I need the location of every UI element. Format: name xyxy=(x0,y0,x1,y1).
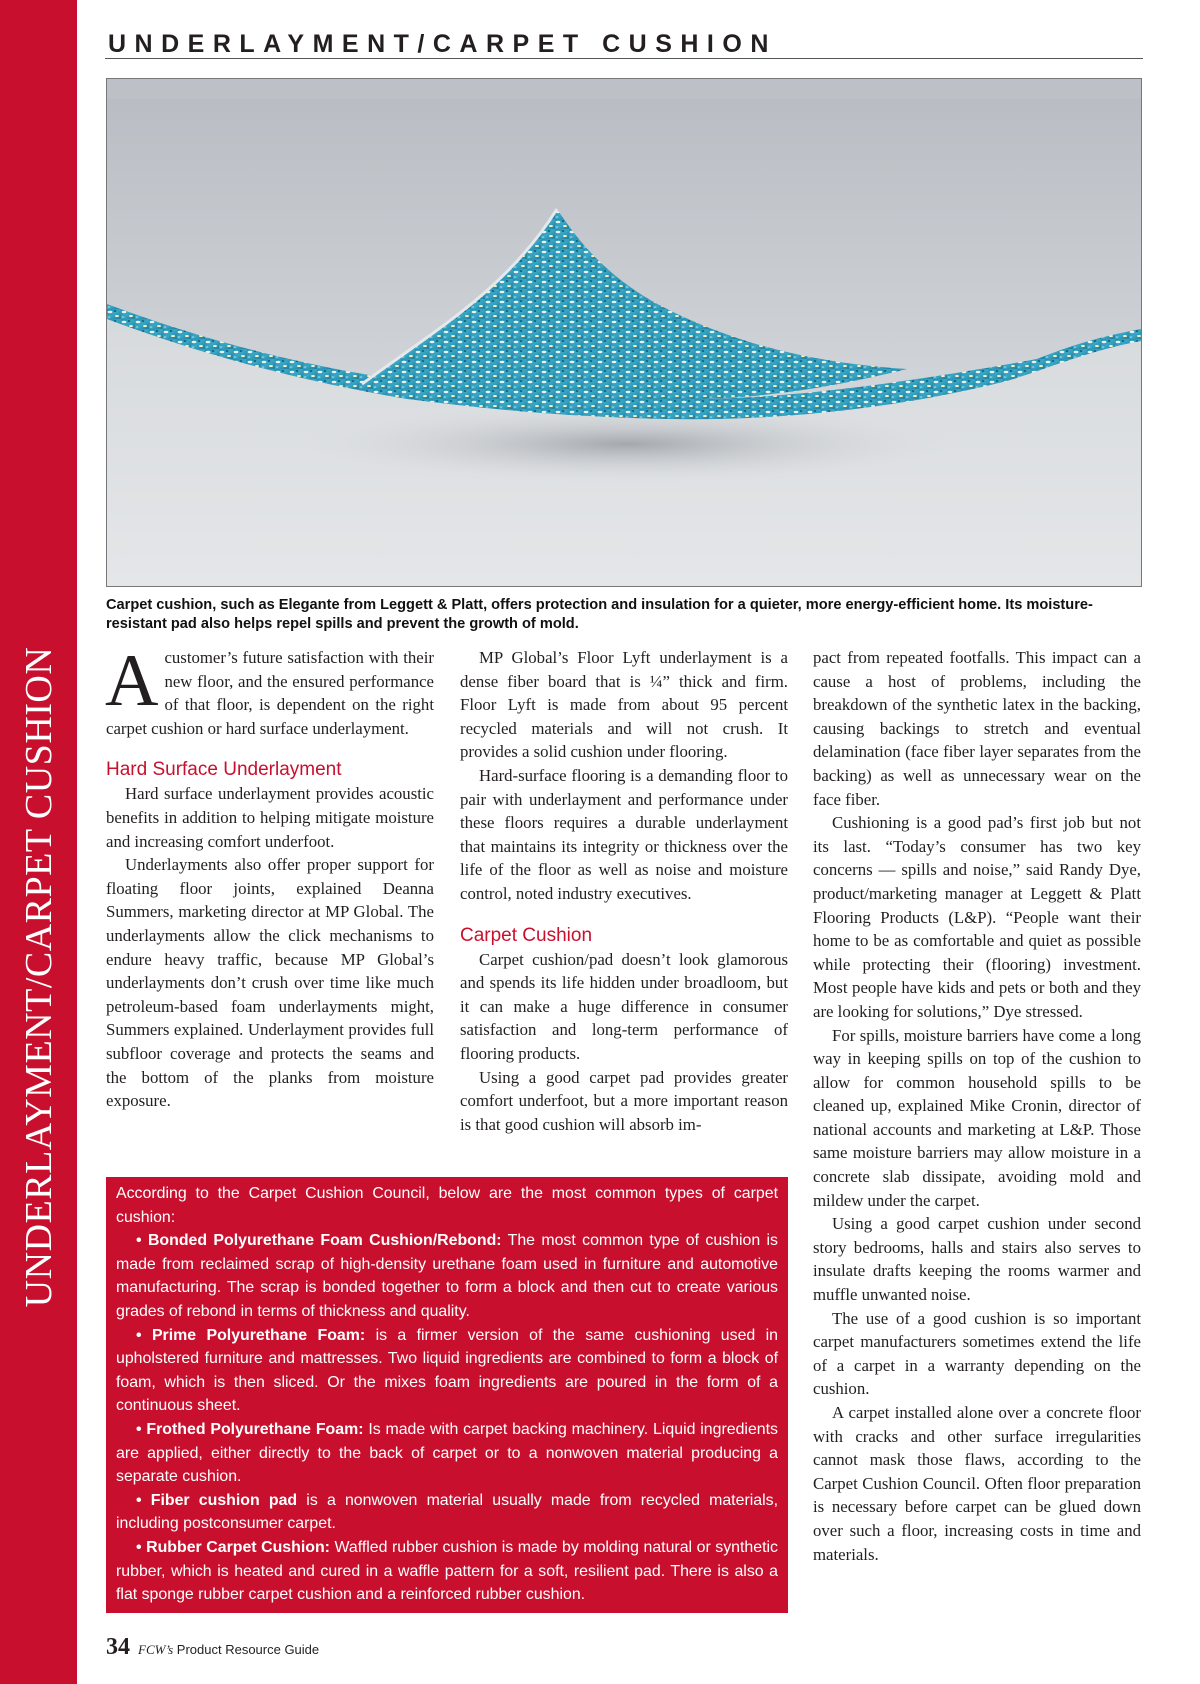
sidebar-intro: According to the Carpet Cushion Council, below are the most common types of carpet cushion: xyxy=(116,1185,778,1226)
article-paragraph: Underlayments also offer proper support for floating floor joints, explained Deanna Summers, marketing director at MP Global. The underlayments allow the click mechanisms to endure heavy traffic, because MP Global’s underlayments don’t crush over time like much petroleum-based foam underlayments might, Summers explained. Underlayment provides full subfloor coverage and protects the seams and the bottom of the planks from moisture exposure. xyxy=(106,855,434,1111)
section-title: UNDERLAYMENT/CARPET CUSHION xyxy=(108,30,777,58)
side-section-label: UNDERLAYMENT/CARPET CUSHION xyxy=(17,646,60,1308)
article-column-2 xyxy=(460,646,788,1136)
article-paragraph: Cushioning is a good pad’s first job but not its last. “Today’s consumer has two key concerns — spills and noise,” said Randy Dye, product/marketing manager at Leggett & Platt Flooring Products (L&P). “People want their home to be as comfortable and quiet as possible while protecting their (flooring) investment. Most people have kids and pets or both and they are looking for solutions,” Dye stressed. xyxy=(813,813,1141,1021)
page-footer xyxy=(106,1634,319,1661)
article-paragraph: The use of a good cushion is so important carpet manufacturers sometimes extend the life of a carpet in a warranty depending on the cushion. xyxy=(813,1308,1141,1399)
subhead-hard-surface: Hard Surface Underlayment xyxy=(106,759,342,781)
drop-cap: A xyxy=(105,640,159,722)
cushion-types-sidebar xyxy=(106,1177,788,1613)
article-paragraph: For spills, moisture barriers have come a long way in keeping spills on top of the cushion to allow for common household spills to be cleaned up, explained Mike Cronin, director of national accounts and marketing at L&P. Those same moisture barriers may allow moisture in a concrete slab dissipate, avoiding mold and mildew under the carpet. xyxy=(813,1025,1141,1210)
article-column-3 xyxy=(813,646,1141,1566)
sidebar-item: • Fiber cushion pad is a nonwoven material usually made from recycled materials, including postconsumer carpet. xyxy=(116,1491,778,1533)
article-paragraph: Hard surface underlayment provides acoustic benefits in addition to helping mitigate moisture and increasing comfort underfoot. xyxy=(106,784,434,851)
article-column-1 xyxy=(105,640,434,1113)
subhead-carpet-cushion: Carpet Cushion xyxy=(460,924,593,946)
article-paragraph: Using a good carpet cushion under second story bedrooms, halls and stairs also serves to insulate drafts keeping the rooms warmer and muffle unwanted noise. xyxy=(813,1214,1141,1305)
page-number: 34 xyxy=(106,1634,130,1660)
header-rule xyxy=(105,58,1143,59)
article-paragraph: A carpet installed alone over a concrete floor with cracks and other surface irregularities cannot mask those flaws, according to the Carpet Cushion Council. Often floor preparation is necessary before carpet can be glued down over such a floor, increasing costs in time and materials. xyxy=(813,1403,1141,1564)
sidebar-item: • Frothed Polyurethane Foam: Is made with carpet backing machinery. Liquid ingredients are applied, either directly to the back of carpet or to a nonwoven material producing a separate cushion. xyxy=(116,1420,778,1486)
publication-name: FCW’s Product Resource Guide xyxy=(138,1642,320,1657)
sidebar-item: • Prime Polyurethane Foam: is a firmer version of the same cushioning used in upholstered furniture and mattresses. Two liquid ingredients are combined to form a block of foam, which is then sliced. Or the mixes foam ingredients are poured in the form of a continuous sheet. xyxy=(116,1326,778,1415)
photo-caption: Carpet cushion, such as Elegante from Leggett & Platt, offers protection and insulation for a quieter, more energy-efficient home. Its moisture-resistant pad also helps repel spills and prevent the growth of mold. xyxy=(106,597,1093,632)
article-paragraph: Using a good carpet pad provides greater comfort underfoot, but a more important reason is that good cushion will absorb im- xyxy=(460,1067,788,1134)
article-paragraph: Hard-surface flooring is a demanding floor to pair with underlayment and performance under these floors requires a durable underlayment that maintains its integrity or thickness over the life of the floor as well as noise and moisture control, noted industry executives. xyxy=(460,765,788,903)
side-band xyxy=(0,0,77,1684)
article-paragraph: Carpet cushion/pad doesn’t look glamorous and spends its life hidden under broadloom, but it can make a huge difference in consumer satisfaction and long-term performance of flooring products. xyxy=(460,949,788,1063)
carpet-cushion-photo xyxy=(106,78,1142,587)
article-paragraph: pact from repeated footfalls. This impact can a cause a host of problems, including the breakdown of the synthetic latex in the backing, causing backings to stretch and eventual delamination (face fiber layer separates from the backing) as well as unnecessary wear on the face fiber. xyxy=(813,648,1141,809)
intro-paragraph: Acustomer’s future satisfaction with their new floor, and the ensured performance of that floor, is dependent on the right carpet cushion or hard surface underlayment. xyxy=(105,640,434,738)
sidebar-item: • Rubber Carpet Cushion: Waffled rubber cushion is made by molding natural or synthetic rubber, which is heated and cured in a waffle pattern for a soft, resilient pad. There is also a flat sponge rubber carpet cushion and a reinforced rubber cushion. xyxy=(116,1538,778,1604)
article-paragraph: MP Global’s Floor Lyft underlayment is a dense fiber board that is ¼” thick and firm. Floor Lyft is made from about 95 percent recycled materials and will not crush. It provides a solid cushion under flooring. xyxy=(460,648,788,762)
sidebar-item: • Bonded Polyurethane Foam Cushion/Rebond: The most common type of cushion is made from reclaimed scrap of high-density urethane foam used in furniture and automotive manufacturing. The scrap is bonded together to form a block and then cut to create various grades of rebond in terms of thickness and quality. xyxy=(116,1232,778,1320)
